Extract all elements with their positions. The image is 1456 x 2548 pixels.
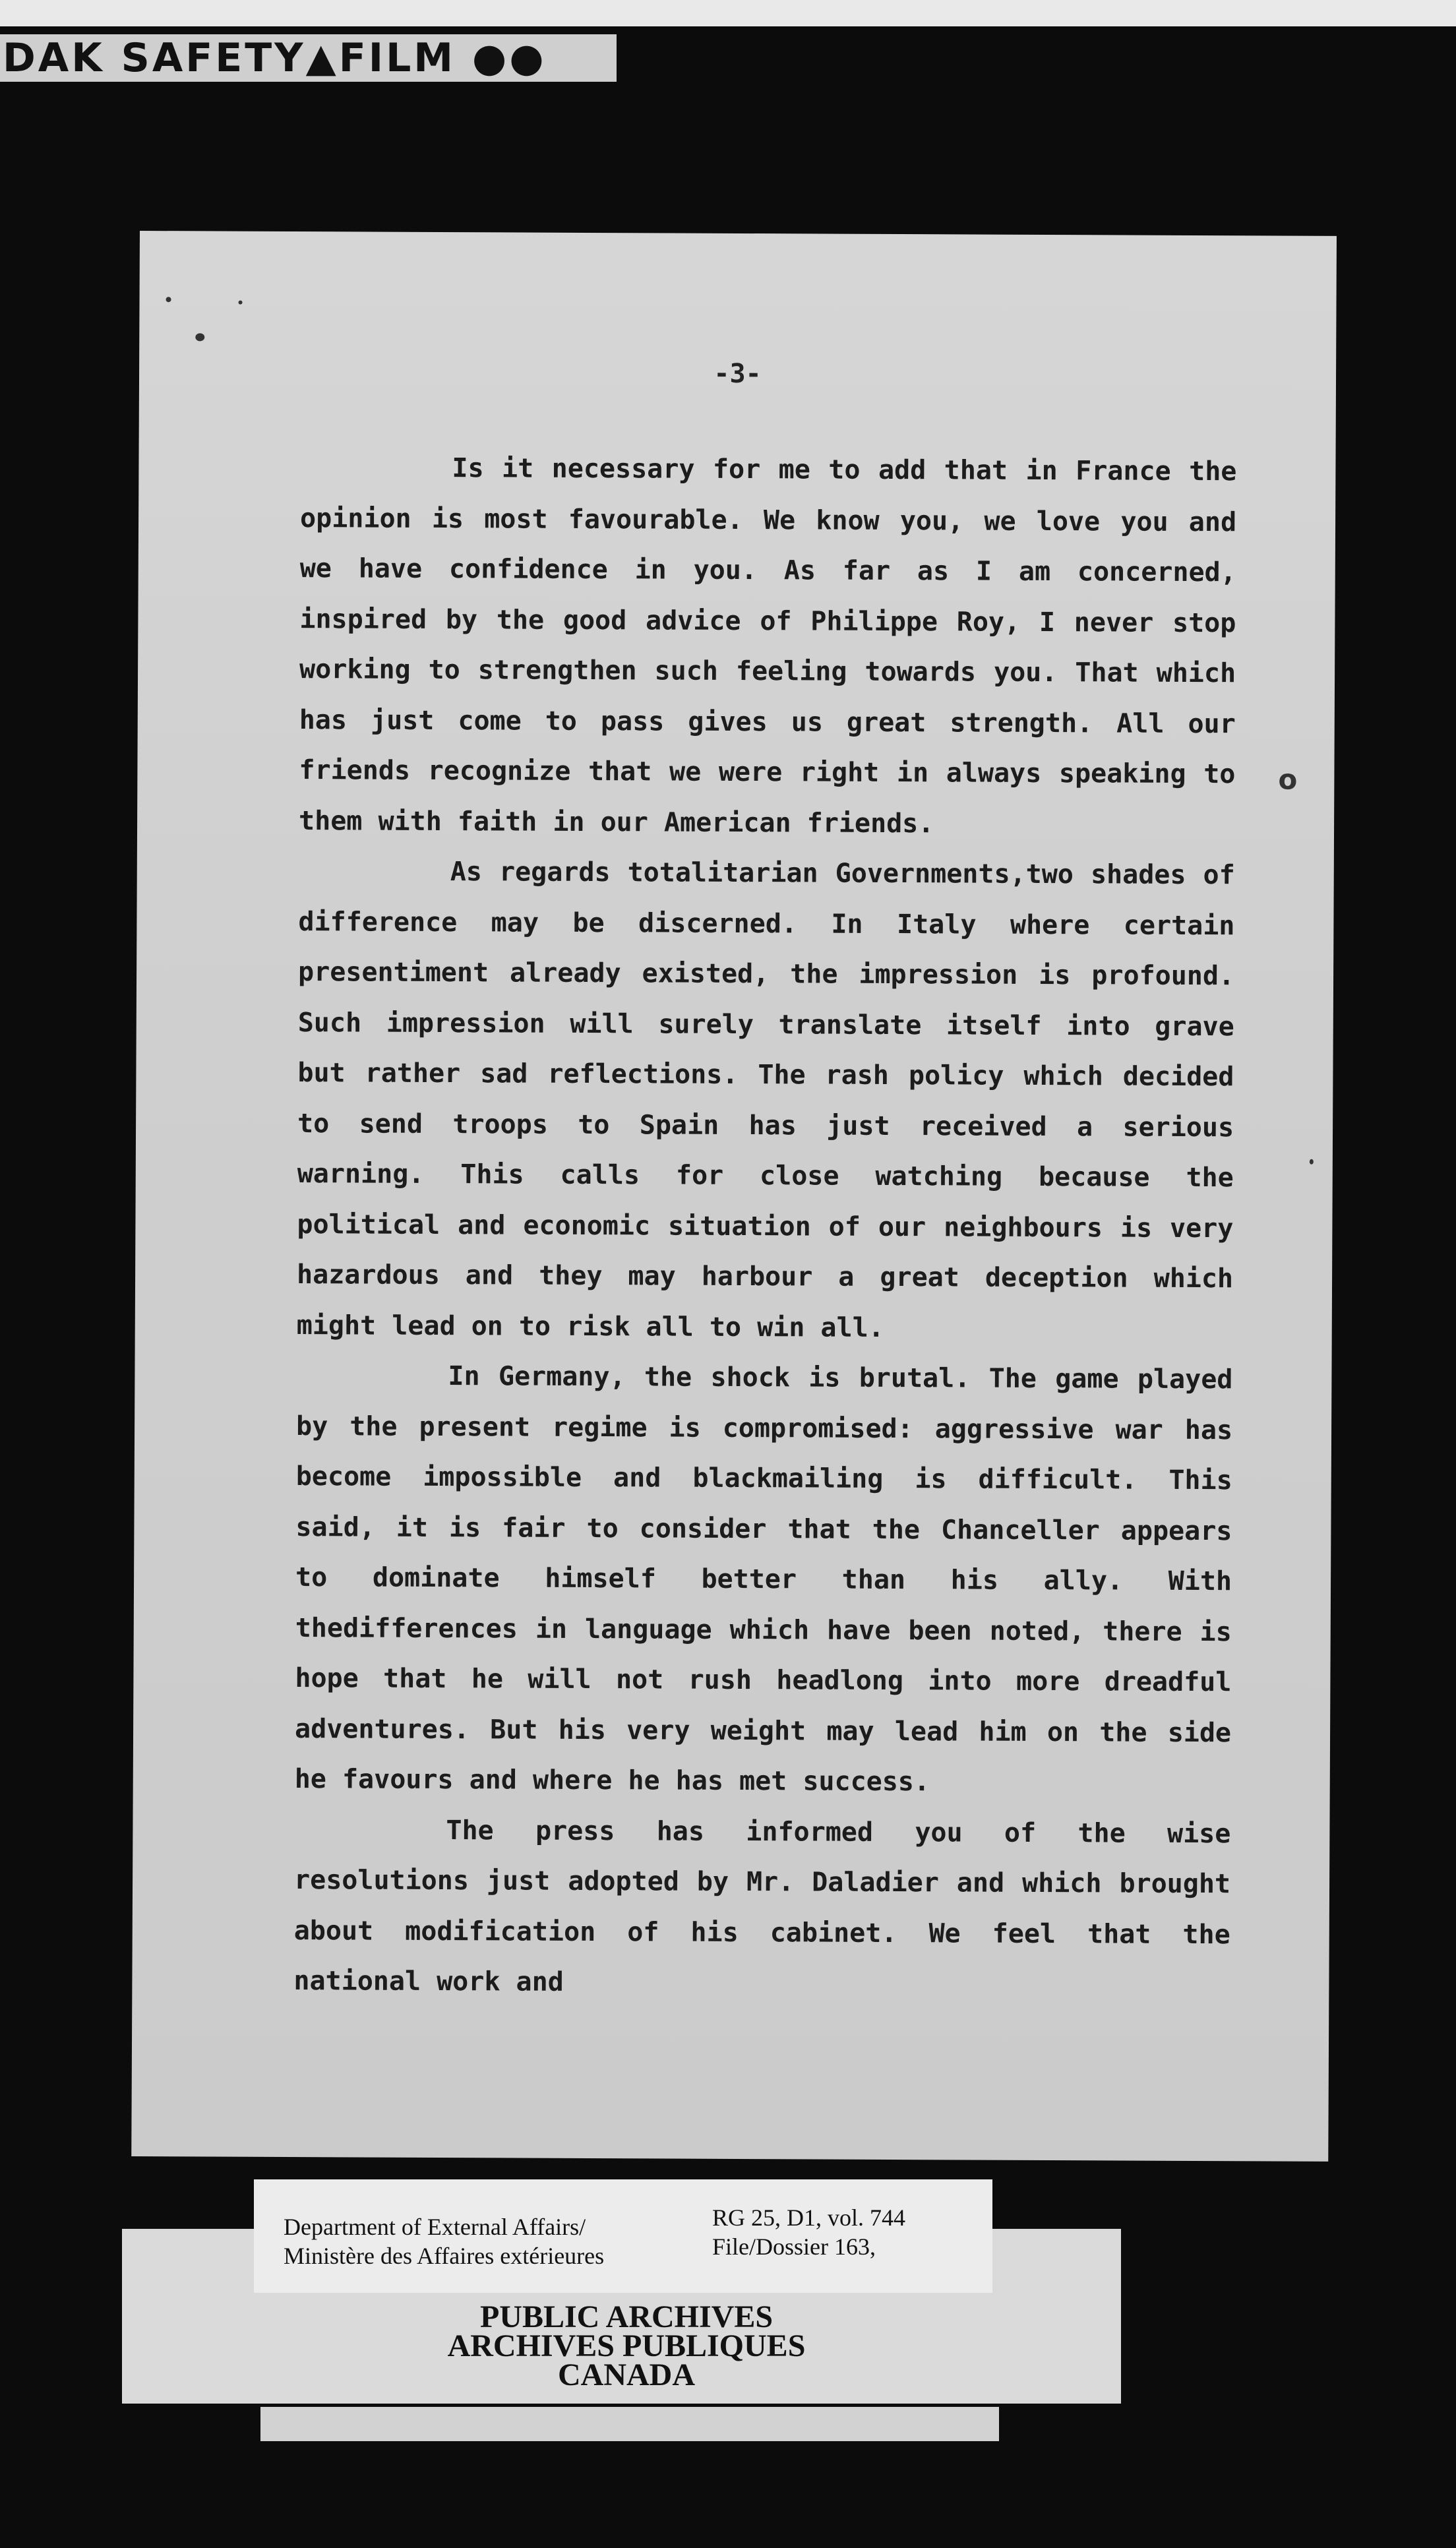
film-speck (195, 333, 204, 341)
archive-card-bottom (260, 2407, 999, 2441)
paragraph-totalitarian-governments: As regards totalitarian Governments,two shades of difference may be discerned. In Italy where certain presentiment already existed, the impression is profound. Such impression will surely translate itself into grave but rather sad reflections. The rash policy which decided to send troops to Spain has just received a serious warning. This calls for close watching because the political and economic situation of our neighbours is very hazardous and they may harbour a great deception which might lead on to risk all to win all. (296, 857, 1235, 1343)
film-top-strip (0, 0, 1456, 26)
department-line-english: Department of External Affairs/ (284, 2214, 586, 2240)
film-speck (239, 301, 243, 305)
film-speck (166, 297, 171, 302)
document-page (131, 231, 1337, 2162)
archives-stamp-english: PUBLIC ARCHIVES (479, 2299, 774, 2334)
film-edge-label: DAK SAFETY▲FILM ●● (0, 34, 617, 82)
film-speck (1310, 1159, 1314, 1165)
file-dossier-number: File/Dossier 163, (712, 2233, 876, 2260)
archive-reference-label (254, 2179, 992, 2293)
letter-body (293, 442, 1236, 2011)
paragraph-press-daladier: The press has informed you of the wise resolutions just adopted by Mr. Daladier and which brought about modification of his cabinet. We feel that the national work and (293, 1815, 1231, 1997)
page-number: -3- (713, 358, 762, 390)
record-group-volume: RG 25, D1, vol. 744 (712, 2204, 906, 2231)
paragraph-germany: In Germany, the shock is brutal. The game played by the present regime is compromised: aggressive war has become impossible and blackmailing is difficult. This said, it is fair to consider that the Chanceller appears to dominate himself better than his ally. With thedifferences in language which have been noted, there is hope that he will not rush headlong into more dreadful adventures. But his very weight may lead him on the side he favours and where he has met success. (294, 1361, 1233, 1798)
archives-stamp-french: ARCHIVES PUBLIQUES (447, 2328, 806, 2363)
archives-stamp-country: CANADA (558, 2357, 695, 2392)
archive-reference (712, 2203, 905, 2261)
department-name (284, 2212, 604, 2270)
department-line-french: Ministère des Affaires extérieures (284, 2243, 605, 2269)
paragraph-france-opinion: Is it necessary for me to add that in France the opinion is most favourable. We know you, we love you and we have confidence in you. As far as I am concerned, inspired by the good advice of Philippe Roy, I never stop working to strengthen such feeling towards you. That which has just come to pass gives us great strength. All our friends recognize that we were right in always speaking to them with faith in our American friends. (298, 453, 1237, 839)
archives-stamp (0, 2299, 1253, 2392)
margin-mark: o (1278, 763, 1298, 796)
